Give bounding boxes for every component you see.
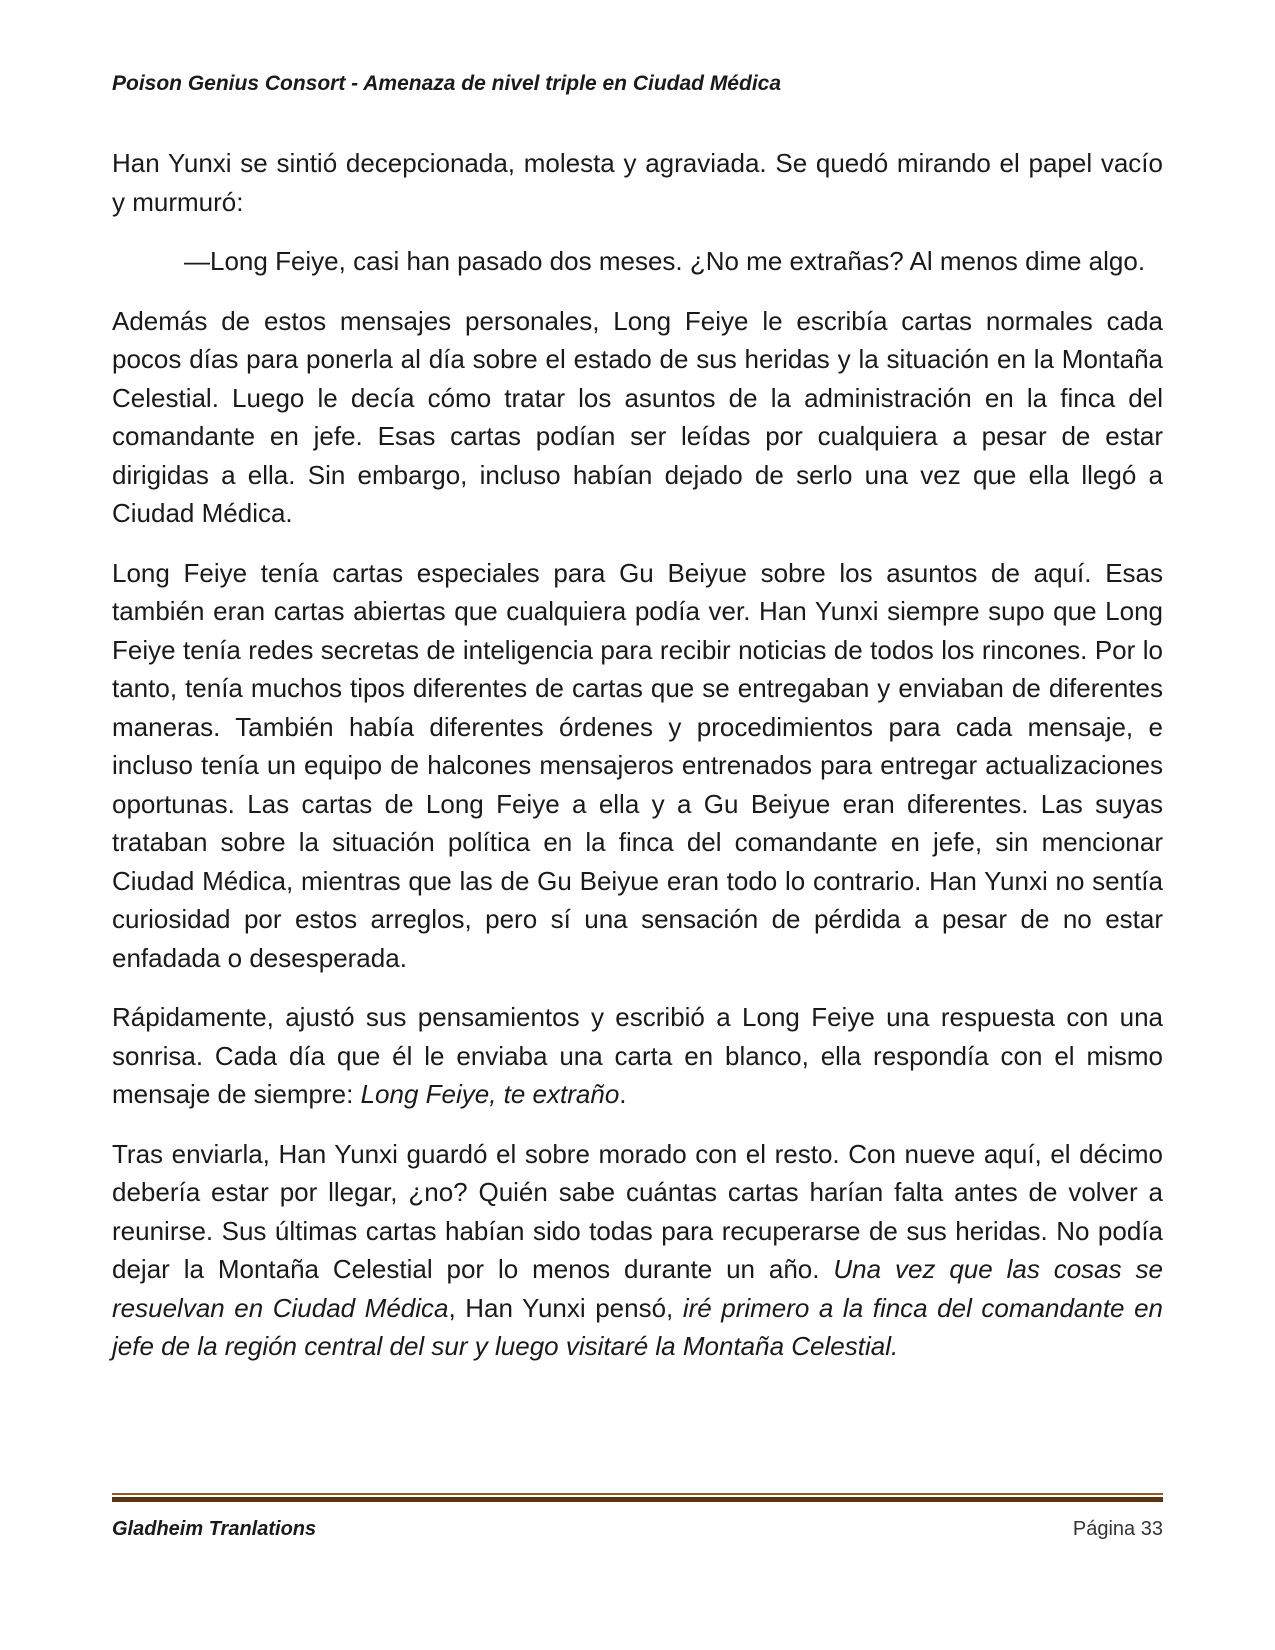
- paragraph-2-dialogue: —Long Feiye, casi han pasado dos meses. ¿No me extrañas? Al menos dime algo.: [184, 246, 1146, 276]
- footer-credit: Gladheim Tranlations: [112, 1518, 317, 1540]
- paragraph-5-italic: Long Feiye, te extraño: [360, 1079, 620, 1109]
- paragraph-6-italic-1: Una vez que las cosas se resuelvan en Ciudad Médica: [112, 1254, 1163, 1323]
- paragraph-6-italic-2: iré primero a la finca del comandante en jefe de la región central del sur y luego visitaré la Montaña Celestial.: [112, 1292, 1163, 1361]
- document-body: [112, 144, 1163, 1387]
- paragraph-4: Long Feiye tenía cartas especiales para Gu Beiyue sobre los asuntos de aquí. Esas también eran cartas abiertas que cualquiera podía ver. Han Yunxi siempre supo que Long Feiye tenía redes secretas de inteligencia para recibir noticias de todos los rincones. Por lo tanto, tenía muchos tipos diferentes de cartas que se entregaban y enviaban de diferentes maneras. También había diferentes órdenes y procedimientos para cada mensaje, e incluso tenía un equipo de halcones mensajeros entrenados para entregar actualizaciones oportunas. Las cartas de Long Feiye a ella y a Gu Beiyue eran diferentes. Las suyas trataban sobre la situación política en la finca del comandante en jefe, sin mencionar Ciudad Médica, mientras que las de Gu Beiyue eran todo lo contrario. Han Yunxi no sentía curiosidad por estos arreglos, pero sí una sensación de pérdida a pesar de no estar enfadada o desesperada.: [112, 557, 1163, 973]
- paragraph-5-end: .: [619, 1079, 627, 1109]
- paragraph-5-text: Rápidamente, ajustó sus pensamientos y escribió a Long Feiye una respuesta con una sonrisa. Cada día que él le enviaba una carta en blanco, ella respondía con el mismo mensaje de siempre:: [112, 1002, 1163, 1109]
- footer-rule-thick: [112, 1497, 1163, 1502]
- paragraph-5: [112, 998, 1163, 1114]
- footer-page-indicator: [1073, 1518, 1163, 1541]
- page-number: 33: [1140, 1518, 1163, 1540]
- document-header-title: Poison Genius Consort - Amenaza de nivel triple en Ciudad Médica: [112, 72, 782, 95]
- paragraph-6-middle: , Han Yunxi pensó,: [448, 1292, 683, 1323]
- footer-rule-thin: [112, 1493, 1163, 1495]
- paragraph-3: Además de estos mensajes personales, Long Feiye le escribía cartas normales cada pocos días para ponerla al día sobre el estado de sus heridas y la situación en la Montaña Celestial. Luego le decía cómo tratar los asuntos de la administración en la finca del comandante en jefe. Esas cartas podían ser leídas por cualquiera a pesar de estar dirigidas a ella. Sin embargo, incluso habían dejado de serlo una vez que ella llegó a Ciudad Médica.: [112, 305, 1163, 528]
- paragraph-1: Han Yunxi se sintió decepcionada, molesta y agraviada. Se quedó mirando el papel vacío y murmuró:: [112, 148, 1163, 217]
- page-label: Página: [1072, 1518, 1136, 1540]
- paragraph-6-text: Tras enviarla, Han Yunxi guardó el sobre morado con el resto. Con nueve aquí, el décimo debería estar por llegar, ¿no? Quién sabe cuántas cartas harían falta antes de volver a reunirse. Sus últimas cartas habían sido todas para recuperarse de sus heridas. No podía dejar la Montaña Celestial por lo menos durante un año.: [112, 1138, 1163, 1284]
- paragraph-6: [112, 1135, 1163, 1366]
